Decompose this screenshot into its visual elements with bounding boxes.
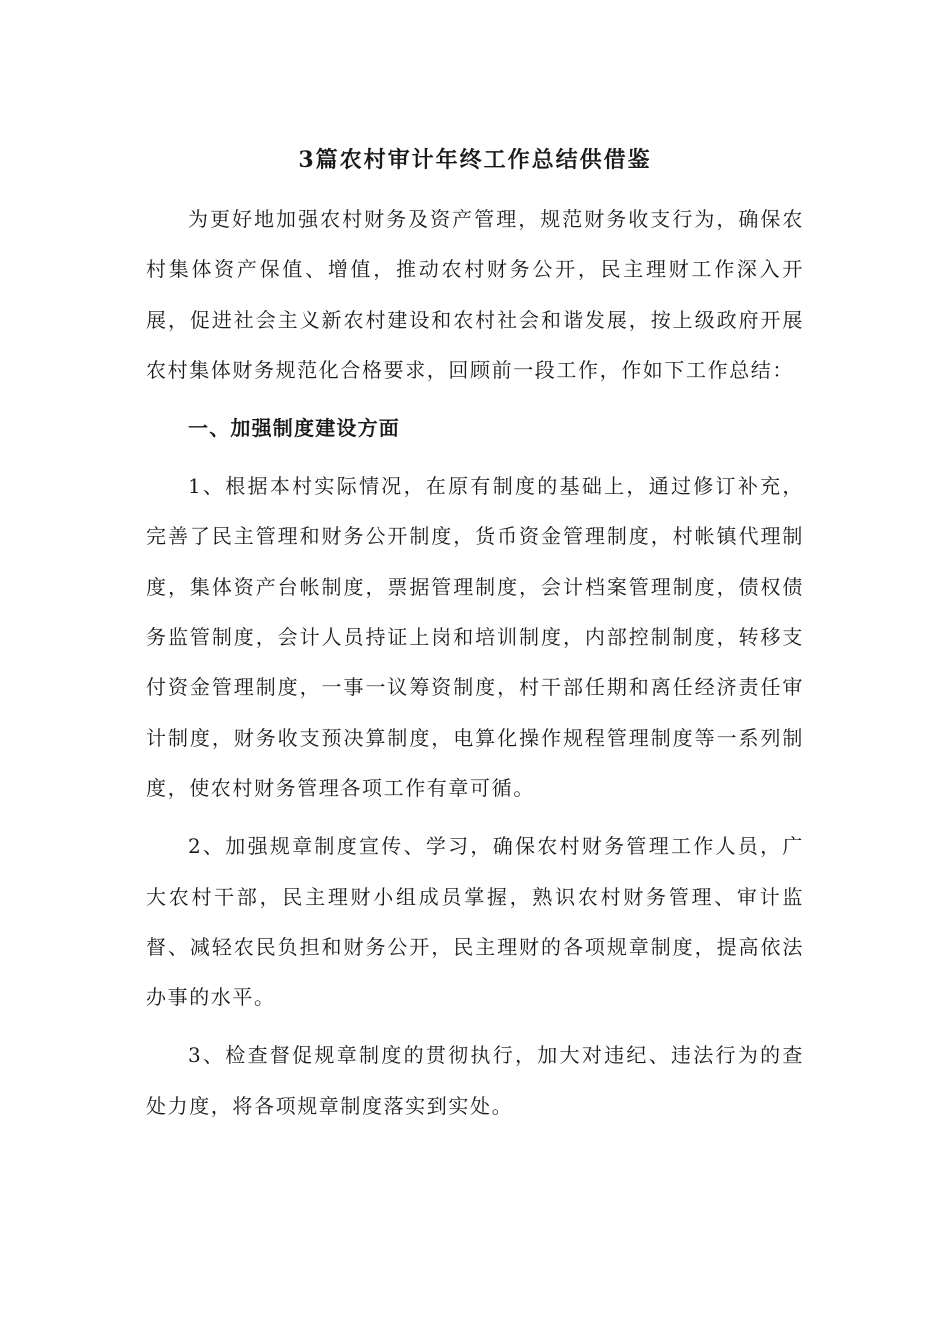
intro-paragraph: 为更好地加强农村财务及资产管理，规范财务收支行为，确保农村集体资产保值、增值，推动农村财务公开，民主理财工作深入开展，促进社会主义新农村建设和农村社会和谐发展，按上级政府开展农村集体财务规范化合格要求，回顾前一段工作，作如下工作总结：	[146, 207, 804, 382]
section-heading: 一、加强制度建设方面	[188, 416, 400, 441]
document-body	[146, 140, 804, 1131]
paragraph-1: 1、根据本村实际情况，在原有制度的基础上，通过修订补充，完善了民主管理和财务公开制度，货币资金管理制度，村帐镇代理制度，集体资产台帐制度，票据管理制度，会计档案管理制度，债权债务监管制度，会计人员持证上岗和培训制度，内部控制制度，转移支付资金管理制度，一事一议筹资制度，村干部任期和离任经济责任审计制度，财务收支预决算制度，电算化操作规程管理制度等一系列制度，使农村财务管理各项工作有章可循。	[146, 474, 804, 800]
paragraph-3: 3、检查督促规章制度的贯彻执行，加大对违纪、违法行为的查处力度，将各项规章制度落实到实处。	[146, 1043, 804, 1118]
paragraph-2: 2、加强规章制度宣传、学习，确保农村财务管理工作人员，广大农村干部，民主理财小组成员掌握，熟识农村财务管理、审计监督、减轻农民负担和财务公开，民主理财的各项规章制度，提高依法办事的水平。	[146, 834, 804, 1010]
document-title: 3篇农村审计年终工作总结供借鉴	[298, 147, 652, 173]
